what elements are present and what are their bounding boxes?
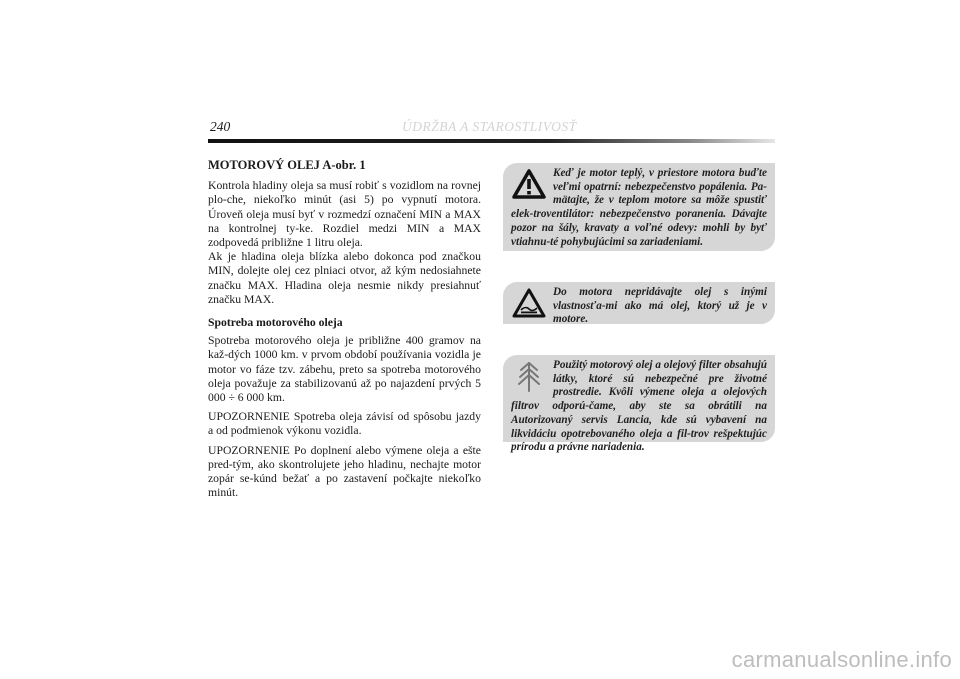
warning-box-oil-mix <box>503 282 775 324</box>
paragraph-note-driving: UPOZORNENIE Spotreba oleja závisí od spôsobu jazdy a od podmienok výkonu vozidla. <box>208 410 481 438</box>
paragraph-oil-refill: Ak je hladina oleja blízka alebo dokonca pod značkou MIN, dolejte olej cez plniaci otvor, až kým nedosiahnete značku MAX. Hladina oleja nesmie nikdy presiahnuť značku MAX. <box>208 250 481 306</box>
caution-triangle-icon <box>511 286 547 320</box>
paragraph-note-refill: UPOZORNENIE Po doplnení alebo výmene oleja a ešte pred-tým, ako skontrolujete jeho hladinu, nechajte motor zopár se-kúnd bežať a po zastavení počkajte niekoľko minút. <box>208 443 481 500</box>
warning-box-hot-engine <box>503 163 775 251</box>
warning-text-oil-mix: Do motora nepridávajte olej s inými vlastnosťa-mi ako má olej, ktorý už je v motore. <box>553 286 767 326</box>
paragraph-consumption: Spotreba motorového oleja je približne 400 gramov na kaž-dých 1000 km. v prvom období používania vozidla je motor vo fáze tzv. zábehu, preto sa spotreba motorového oleja považuje za stabilizovanú až po najazdení prvých 5 000 ÷ 6 000 km. <box>208 334 481 405</box>
page-number: 240 <box>210 119 231 134</box>
environment-box-oil-disposal <box>503 355 775 454</box>
section-title: ÚDRŽBA A STAROSTLIVOSŤ <box>402 119 577 134</box>
warning-text-hot-engine: Keď je motor teplý, v priestore motora buďte veľmi opatrní: nebezpečenstvo popálenia. Pa-mätajte, že v teplom motore sa môže spustiť elek-troventilátor: nebezpečenstvo poranenia. Dávajte pozor na šály, kravaty a voľné odevy: mohli by byť vtiahnu-té pohybujúcimi sa zariadeniami. <box>511 167 767 248</box>
header-rule <box>208 139 775 143</box>
warning-triangle-icon <box>511 167 547 201</box>
paragraph-oil-check: Kontrola hladiny oleja sa musí robiť s vozidlom na rovnej plo-che, niekoľko minút (asi 5) po vypnutí motora. Úroveň oleja musí byť v rozmedzí označení MIN a MAX na kontrolnej ty-ke. Rozdiel medzi MIN a MAX zodpovedá približne 1 litru oleja. <box>208 179 481 250</box>
site-watermark: carmanualsonline.info <box>731 647 952 672</box>
section-heading: MOTOROVÝ OLEJ A-obr. 1 <box>208 158 366 172</box>
subheading-oil-consumption: Spotreba motorového oleja <box>208 316 343 330</box>
tree-icon <box>511 359 547 393</box>
left-column <box>208 158 481 500</box>
environment-text-oil-disposal: Použitý motorový olej a olejový filter obsahujú látky, ktoré sú nebezpečné pre životné prostredie. Kvôli výmene oleja a olejových filtrov odporú-čame, aby ste sa obrátili na Autorizovaný servis Lancia, kde sú vybavení na likvidáciu opotrebovaného oleja a fil-trov rešpektujúc prírodu a právne nariadenia. <box>511 359 767 454</box>
